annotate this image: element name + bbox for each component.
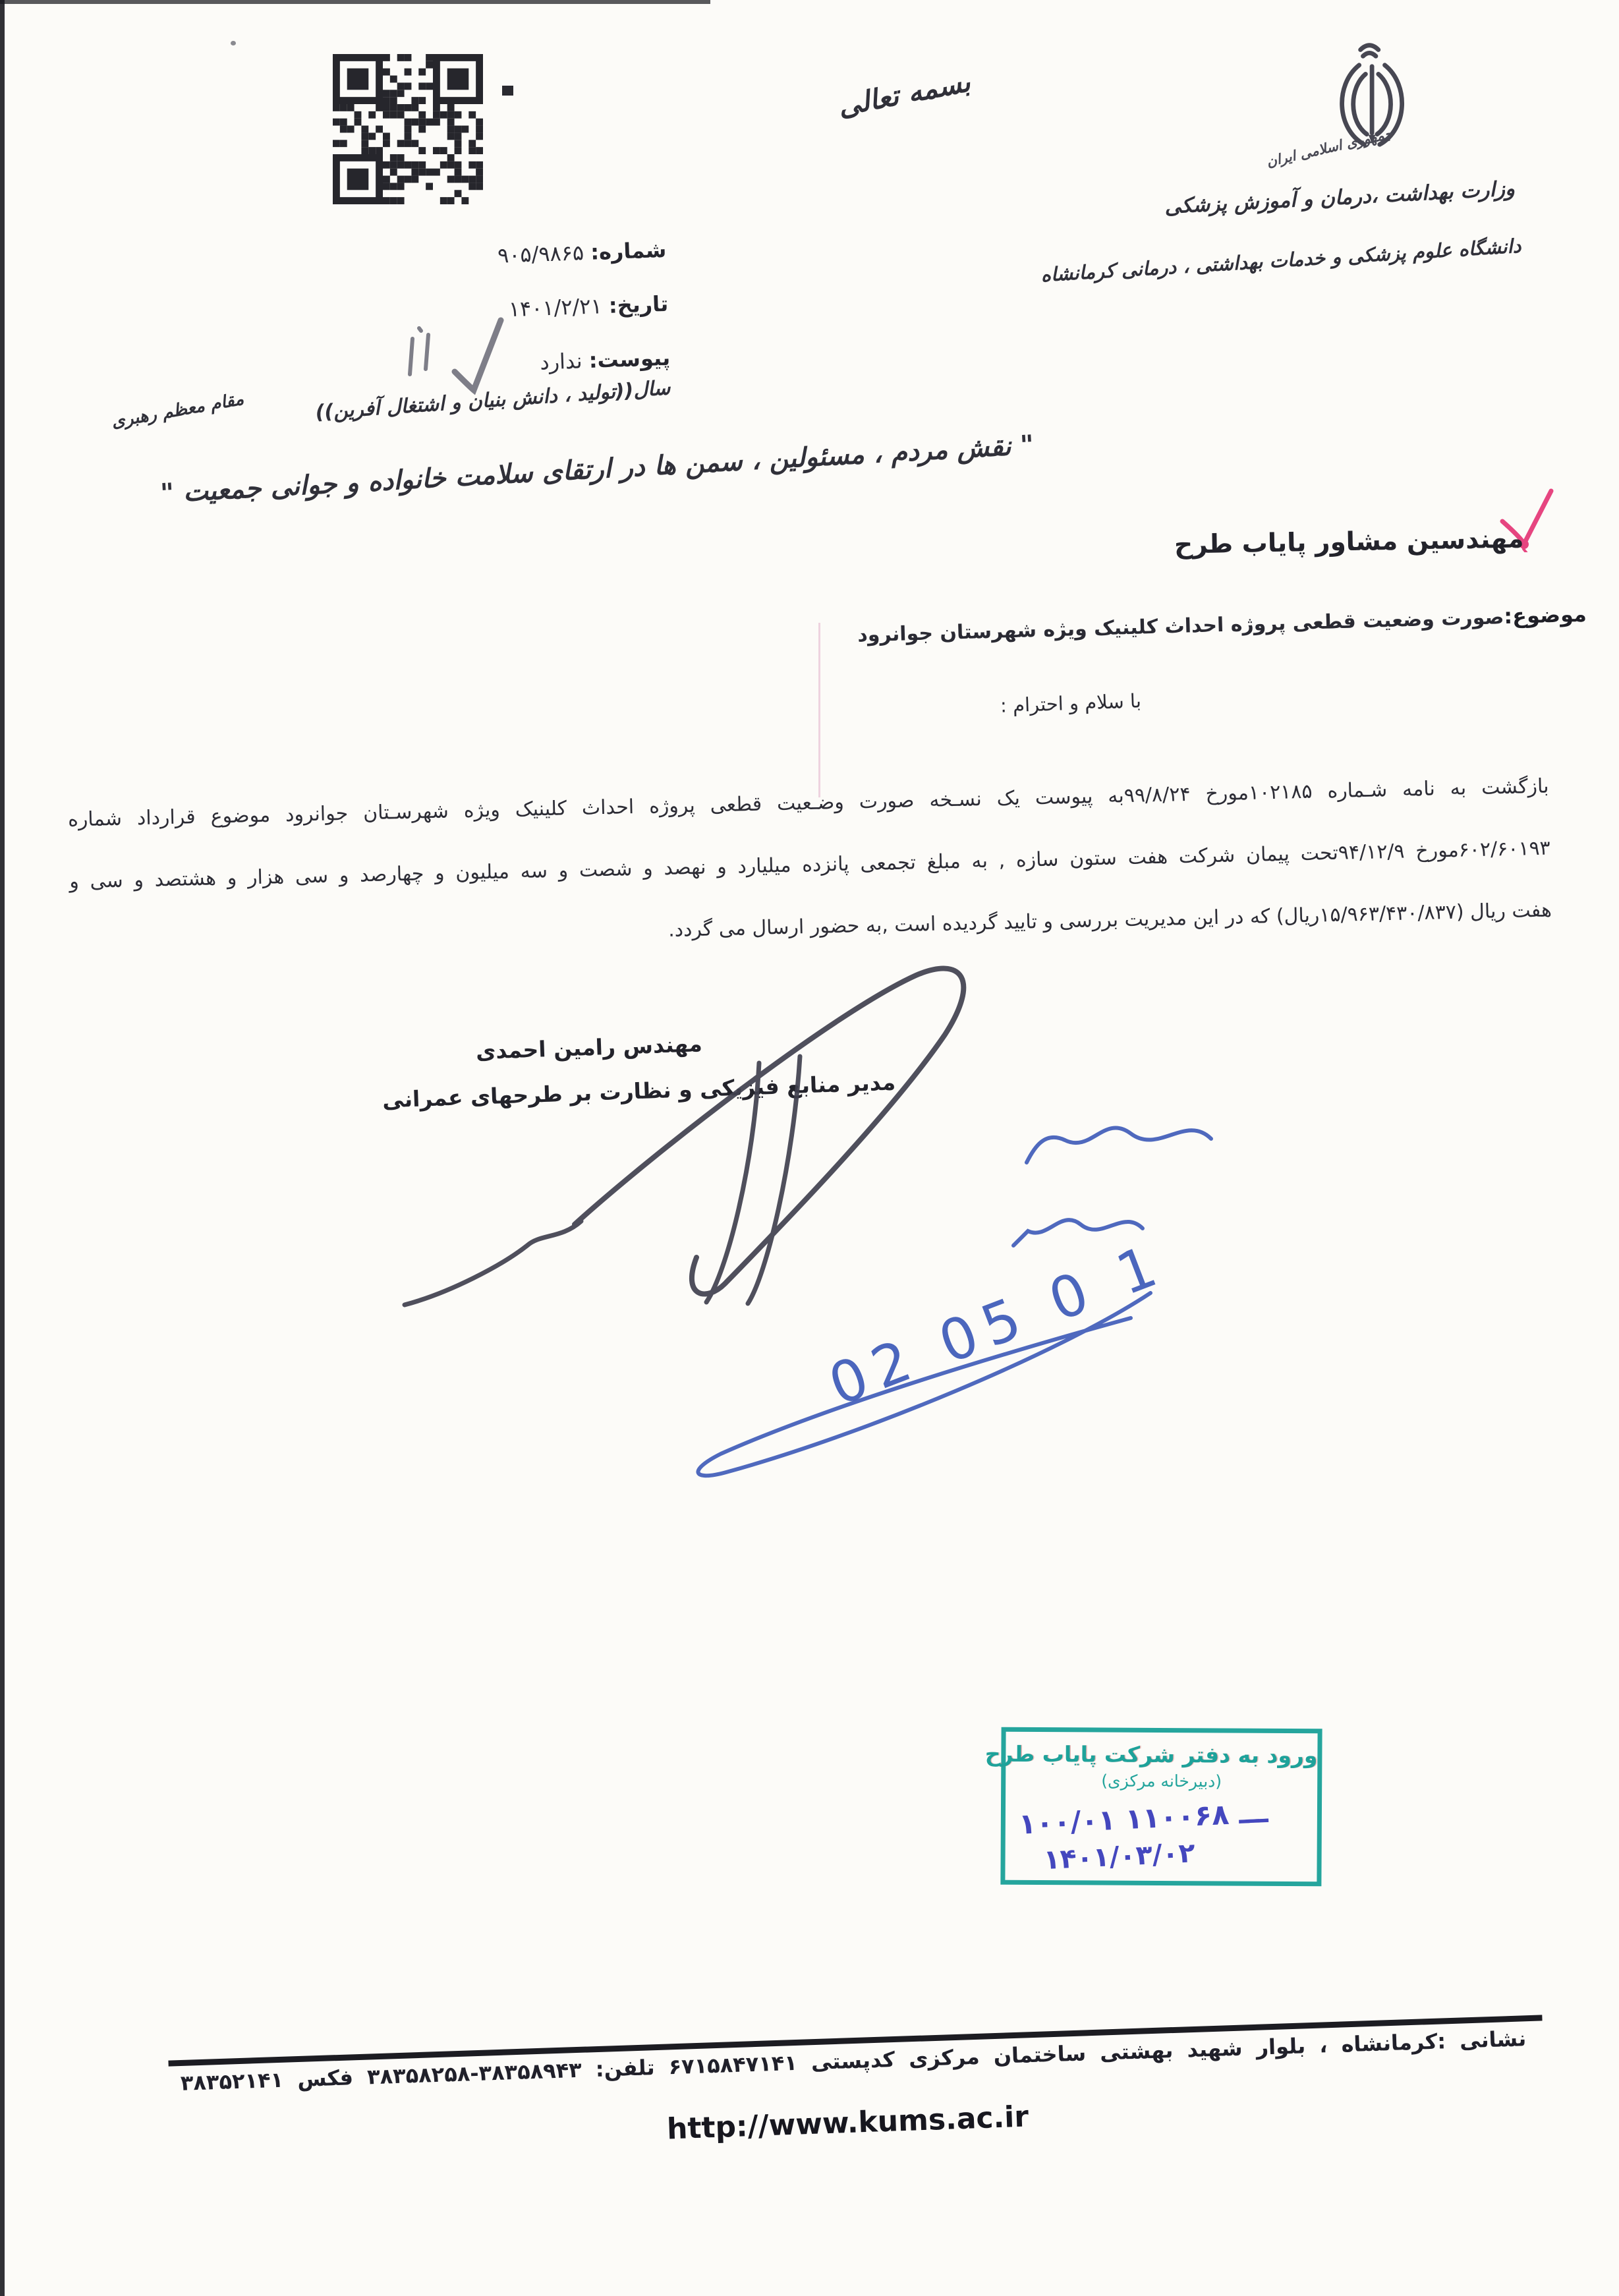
letter-number-value: ۹۰۵/۹۸۶۵	[497, 240, 584, 268]
subject-text: صورت وضعیت قطعی پروژه احداث کلینیک ویژه شهرستان جوانرود	[857, 606, 1504, 647]
scan-speck	[502, 86, 513, 96]
subject-line	[857, 601, 1587, 647]
body-line-1: بازگشت به نامه شـماره ۱۰۲۱۸۵مورخ ۹۹/۸/۲۴به پیوست یک نسـخه صورت وضـعیت قطعی پروژه احداث کلینیک ویژه شهرسـتان جوانرود موضوع قرارداد شماره	[67, 774, 1549, 832]
scan-streak	[818, 623, 820, 797]
body-line-2: ۶۰۲/۶۰۱۹۳مورخ ۹۴/۱۲/۹تحت پیمان شرکت هفت ستون سازه , به مبلغ تجمعی پانزده میلیارد و نهصد و شصت و سه میلیون و چهارصد و سی هزار و هشتصد و سی و	[69, 836, 1551, 894]
recipient-name: مهندسین مشاور پایاب طرح	[1174, 524, 1524, 560]
footer-address: نشانی :کرمانشاه ، بلوار شهید بهشتی ساختمان مرکزی کدپستی ۶۷۱۵۸۴۷۱۴۱ تلفن: ۳۸۳۵۸۹۴۳-۳۸۳۵۸۲۵۸ فکس ۳۸۳۵۲۱۴۱	[180, 2026, 1527, 2096]
scan-speck	[231, 41, 236, 45]
signer-name: مهندس رامین احمدی	[475, 1031, 703, 1064]
stamp-entry-number: ۱۰۰/۰۱ ـــ ۱۱۰۰۶۸	[1017, 1796, 1269, 1841]
qr-pattern	[333, 54, 483, 204]
signer-title: مدیر منابع فیزیکی و نظارت بر طرحهای عمرانی	[382, 1069, 896, 1113]
letterhead-country: جمهوری اسلامی ایران	[1264, 125, 1395, 170]
entry-stamp	[984, 1727, 1322, 1887]
letterhead-university: دانشگاه علوم پزشکی و خدمات بهداشتی ، درمانی کرمانشاه	[1040, 234, 1522, 287]
campaign-quote: " نقش مردم ، مسئولین ، سمن ها در ارتقای سلامت خانواده و جوانی جمعیت "	[159, 430, 1035, 509]
year-slogan: سال((تولید ، دانش بنیان و اشتغال آفرین))	[314, 376, 671, 424]
scan-edge-left	[0, 0, 5, 2296]
stamp-subtitle: (دبیرخانه مرکزی)	[1101, 1771, 1222, 1791]
letter-number-label: شماره:	[590, 237, 667, 265]
bismillah-text: بسمه تعالی	[835, 65, 973, 123]
footer-website-url: http://www.kums.ac.ir	[666, 2100, 1029, 2146]
leader-attribution: مقام معظم رهبری	[109, 389, 246, 432]
subject-label: موضوع:	[1503, 601, 1587, 629]
letter-date-value: ۱۴۰۱/۲/۲۱	[508, 293, 603, 322]
qr-code	[333, 54, 483, 204]
blue-pen-digits: 02 05 0 1	[820, 1230, 1174, 1419]
letter-attachment-label: پیوست:	[588, 345, 671, 373]
salutation-text: با سلام و احترام :	[1000, 689, 1142, 717]
letter-date-label: تاریخ:	[608, 291, 669, 318]
letterhead-ministry: وزارت بهداشت ،درمان و آموزش پزشکی	[1164, 177, 1516, 219]
letter-attachment-value: ندارد	[539, 348, 583, 375]
stamp-title: ورود به دفتر شرکت پایاب طرح	[984, 1740, 1318, 1769]
body-line-3: هفت ریال (۱۵/۹۶۳/۴۳۰/۸۳۷ریال) که در این مدیریت بررسی و تایید گردیده است ,به حضور ارسال می گردد.	[667, 898, 1552, 942]
stamp-entry-date: ۱۴۰۱/۰۳/۰۲	[1042, 1837, 1196, 1876]
scan-edge-top	[0, 0, 710, 4]
